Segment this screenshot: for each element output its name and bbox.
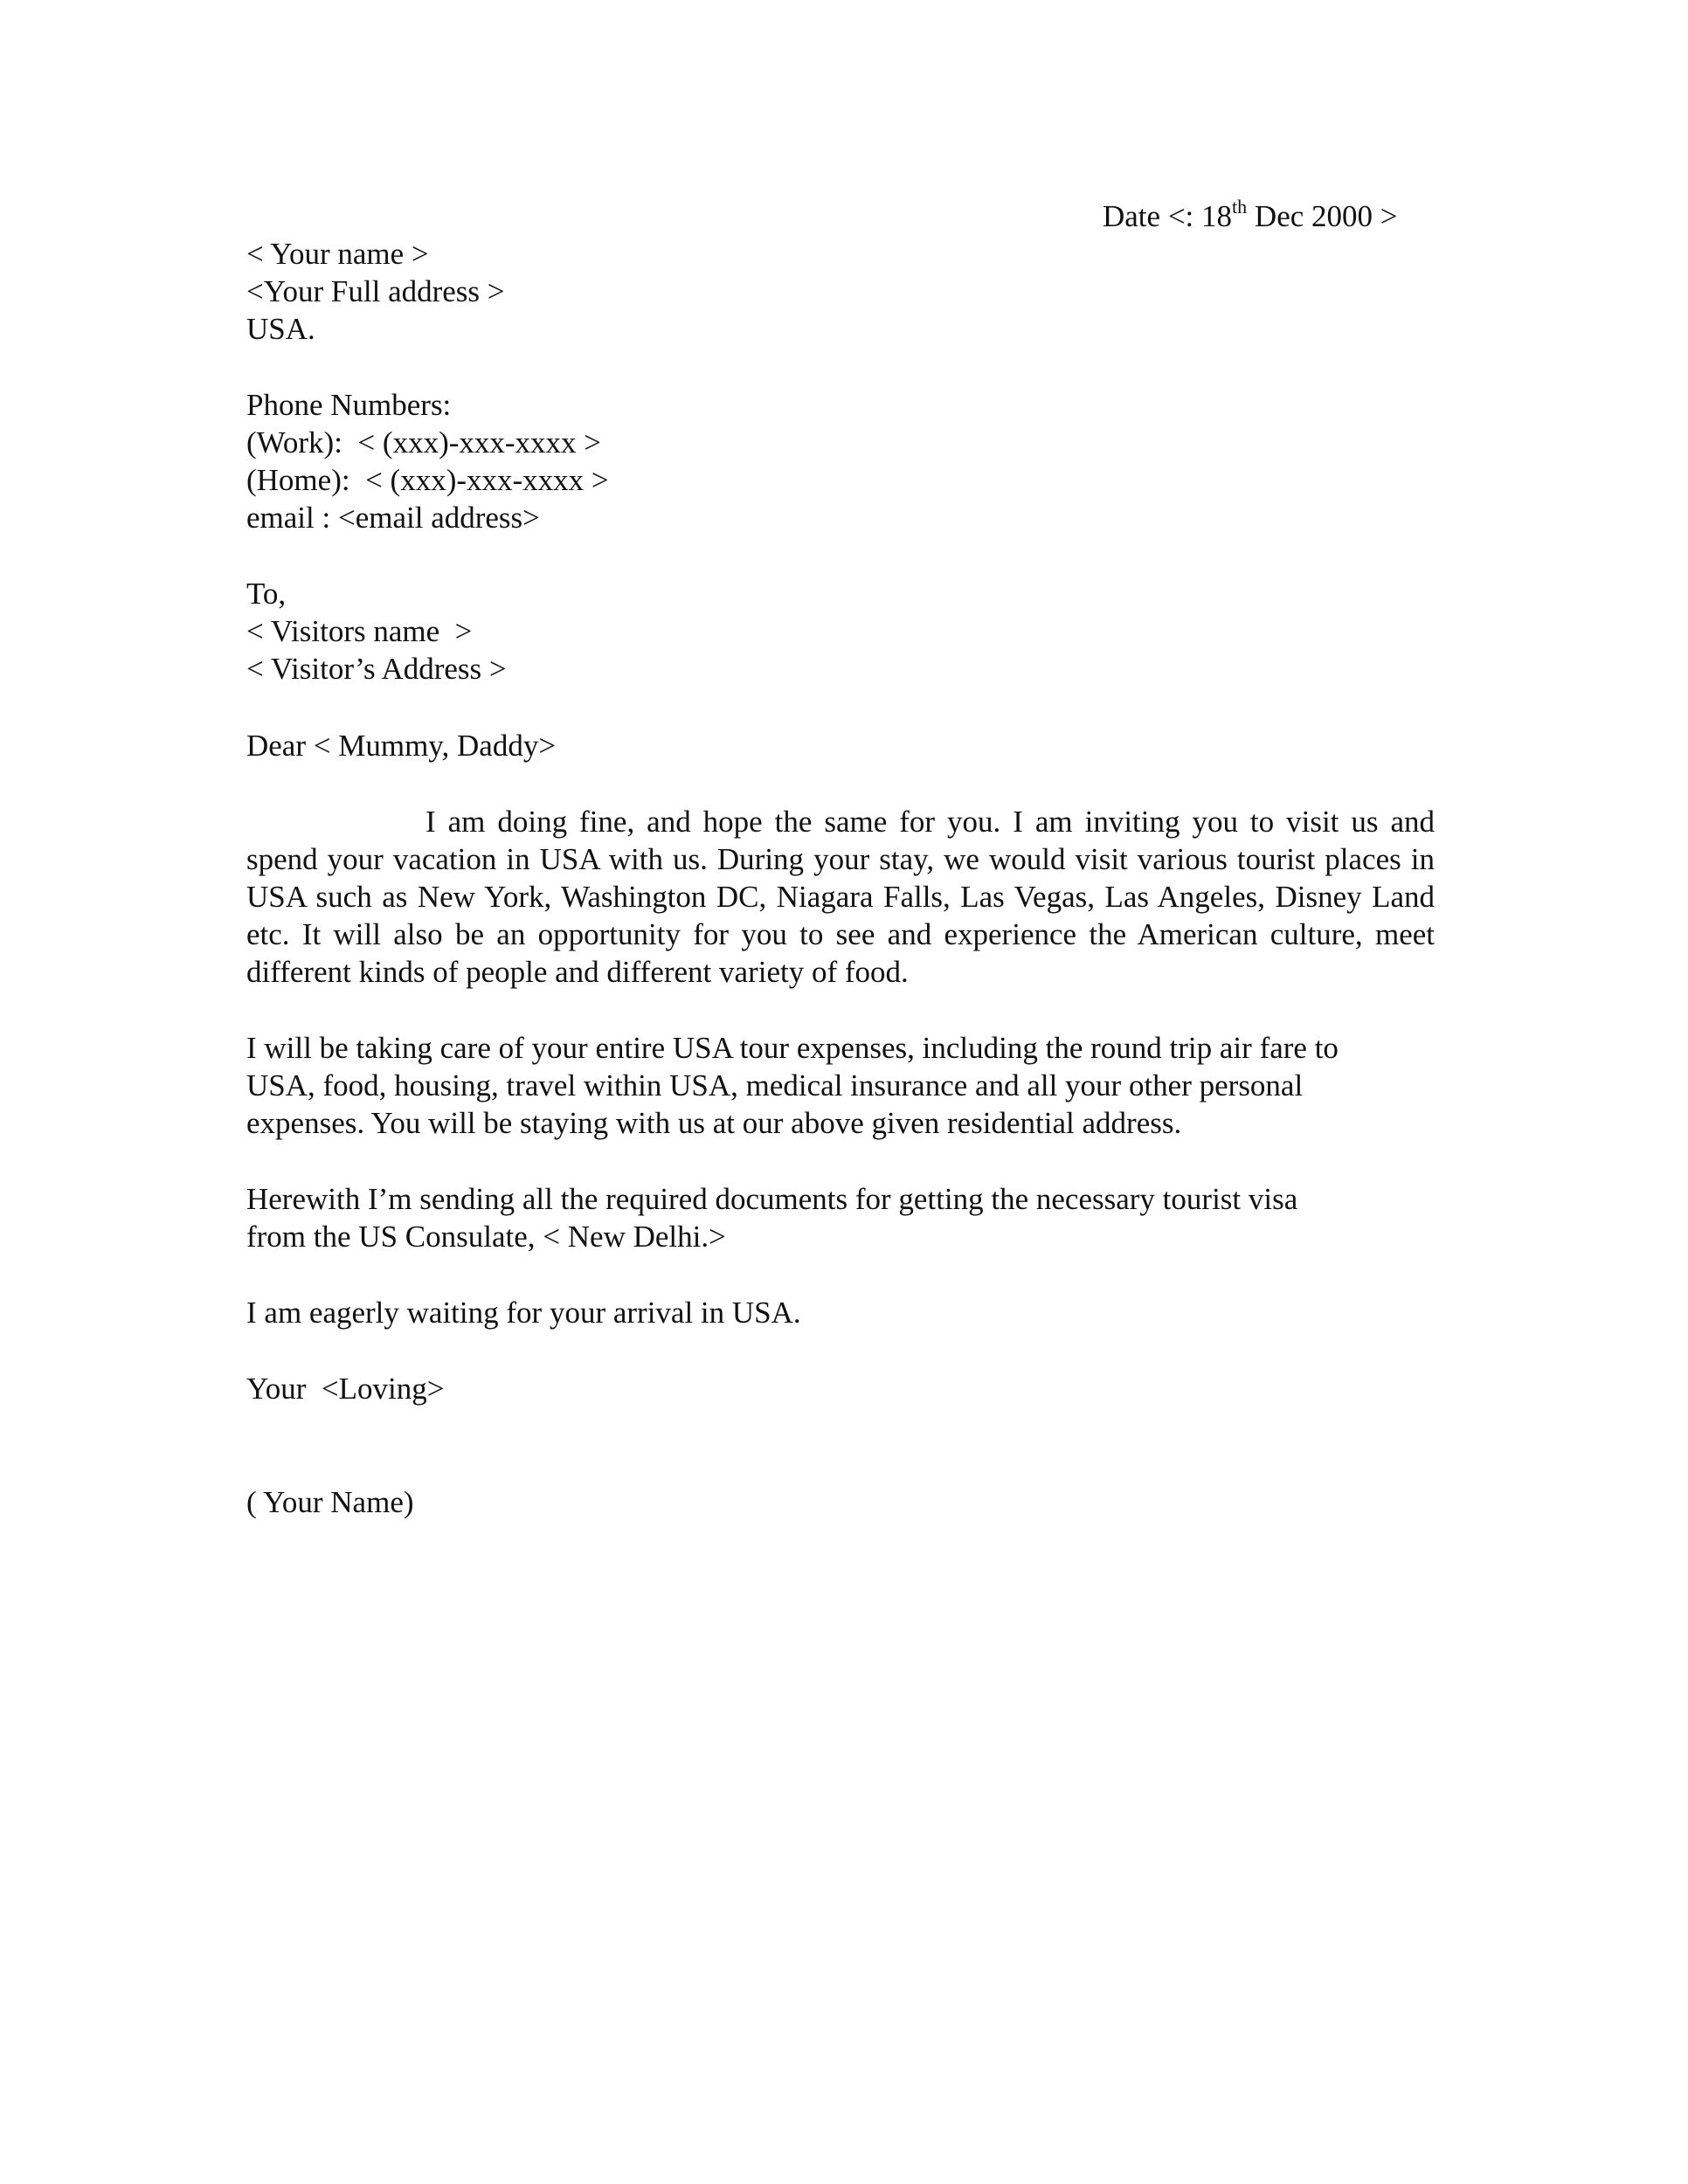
body-paragraph-4 [246, 1294, 1435, 1331]
date-suffix: Dec 2000 > [1247, 199, 1398, 233]
body-paragraph-3-line: from the US Consulate, < New Delhi.> [246, 1220, 726, 1254]
body-paragraph-2-line: I will be taking care of your entire USA tour expenses, including the round trip air fare to [246, 1031, 1339, 1065]
date-ordinal-suffix: th [1232, 196, 1248, 218]
email-line: email : <email address> [246, 501, 540, 535]
closing [246, 1370, 1435, 1407]
body-paragraph-3 [246, 1180, 1435, 1255]
letter-date [1103, 197, 1398, 235]
recipient-address: < Visitor’s Address > [246, 652, 507, 686]
phone-home: (Home): < (xxx)-xxx-xxxx > [246, 463, 609, 497]
body-paragraph-2 [246, 1029, 1435, 1142]
signature [246, 1483, 1435, 1521]
phone-work: (Work): < (xxx)-xxx-xxxx > [246, 425, 602, 460]
body-paragraph-4-text: I am eagerly waiting for your arrival in USA. [246, 1296, 801, 1330]
closing-text: Your <Loving> [246, 1372, 445, 1406]
recipient-name: < Visitors name > [246, 614, 473, 648]
recipient-to: To, [246, 577, 287, 611]
phone-heading: Phone Numbers: [246, 388, 452, 422]
sender-block [246, 235, 1435, 348]
sender-name: < Your name > [246, 237, 429, 271]
body-paragraph-2-line: expenses. You will be staying with us at our above given residential address. [246, 1106, 1182, 1140]
phone-block [246, 386, 1435, 536]
salutation [246, 727, 1435, 764]
salutation-text: Dear < Mummy, Daddy> [246, 729, 557, 763]
signature-name: ( Your Name) [246, 1485, 414, 1519]
sender-country: USA. [246, 312, 315, 346]
sender-address: <Your Full address > [246, 274, 505, 308]
body-paragraph-3-line: Herewith I’m sending all the required documents for getting the necessary tourist visa [246, 1182, 1298, 1216]
body-paragraph-2-line: USA, food, housing, travel within USA, medical insurance and all your other personal [246, 1068, 1304, 1102]
recipient-block [246, 575, 1435, 688]
body-paragraph-1: I am doing fine, and hope the same for you. I am inviting you to visit us and spend your vacation in USA with us. During your stay, we would visit various tourist places in USA such as New York, Washington DC, Niagara Falls, Las Vegas, Las Angeles, Disney Land etc. It will also be an opportunity for you to see and experience the American culture, meet different kinds of people and different variety of food. [246, 805, 1435, 989]
date-prefix: Date <: 18 [1103, 199, 1233, 233]
